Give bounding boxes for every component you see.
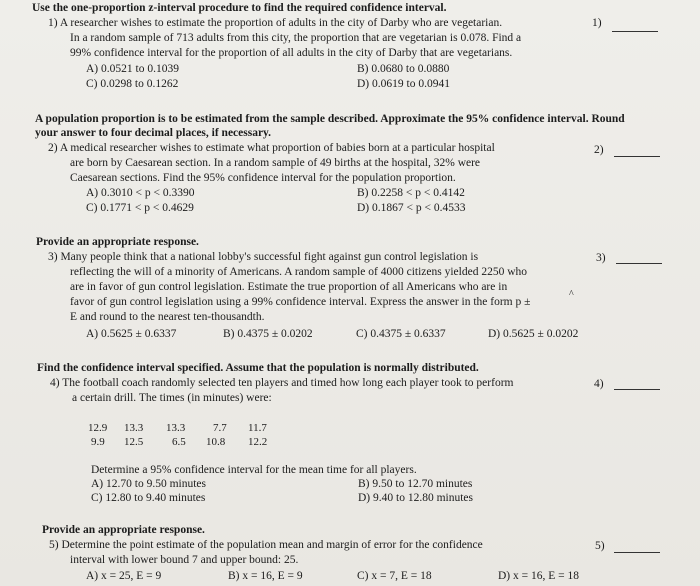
q4-answer-number: 4) [594, 378, 604, 390]
q1-answer-blank[interactable] [612, 31, 658, 32]
q3-answer-number: 3) [596, 252, 606, 264]
q4-answer-blank[interactable] [614, 389, 660, 390]
q1-option-a[interactable]: A) 0.0521 to 0.1039 [86, 63, 179, 75]
q2-answer-blank[interactable] [614, 156, 660, 157]
q3-option-d[interactable]: D) 0.5625 ± 0.0202 [488, 328, 579, 340]
p-hat-accent: ^ [569, 289, 574, 300]
data-cell: 13.3 [124, 422, 144, 434]
q4-line-1: 4) The football coach randomly selected ten players and timed how long each player took to perform [50, 377, 514, 389]
q3-option-c[interactable]: C) 0.4375 ± 0.6337 [356, 328, 446, 340]
q4-prompt: Determine a 95% confidence interval for the mean time for all players. [91, 464, 417, 476]
section-heading-4: Find the confidence interval specified. Assume that the population is normally distributed. [37, 362, 479, 374]
q5-answer-blank[interactable] [614, 552, 660, 553]
q3-line-4: favor of gun control legislation using a 99% confidence interval. Express the answer in the form p ± [70, 296, 531, 308]
q2-option-c[interactable]: C) 0.1771 < p < 0.4629 [86, 202, 194, 214]
q3-line-1: 3) Many people think that a national lobby's successful fight against gun control legislation is [48, 251, 479, 263]
q1-option-d[interactable]: D) 0.0619 to 0.0941 [357, 78, 450, 90]
q1-option-c[interactable]: C) 0.0298 to 0.1262 [86, 78, 179, 90]
q4-option-d[interactable]: D) 9.40 to 12.80 minutes [358, 492, 473, 504]
data-cell: 10.8 [206, 436, 226, 448]
q2-option-d[interactable]: D) 0.1867 < p < 0.4533 [357, 202, 466, 214]
q2-option-b[interactable]: B) 0.2258 < p < 0.4142 [357, 187, 465, 199]
data-cell: 12.5 [124, 436, 144, 448]
section-heading-2-line-2: your answer to four decimal places, if necessary. [35, 127, 272, 139]
section-heading-3: Provide an appropriate response. [36, 236, 199, 248]
q3-line-2: reflecting the will of a minority of Americans. A random sample of 4000 citizens yielded 2250 who [70, 266, 528, 278]
q3-line-3: are in favor of gun control legislation. Estimate the true proportion of all Americans who are in [70, 281, 508, 293]
q5-line-2: interval with lower bound 7 and upper bound: 25. [70, 554, 299, 566]
q5-option-b[interactable]: B) x = 16, E = 9 [228, 570, 303, 582]
q3-option-a[interactable]: A) 0.5625 ± 0.6337 [86, 328, 177, 340]
q2-line-2: are born by Caesarean section. In a random sample of 49 births at the hospital, 32% were [70, 157, 481, 169]
data-cell: 9.9 [91, 436, 105, 448]
q4-option-b[interactable]: B) 9.50 to 12.70 minutes [358, 478, 473, 490]
q1-line-2: In a random sample of 713 adults from this city, the proportion that are vegetarian is 0.078. Find a [70, 32, 522, 44]
data-cell: 6.5 [172, 436, 186, 448]
q3-line-5: E and round to the nearest ten-thousandth. [70, 311, 265, 323]
q5-answer-number: 5) [595, 540, 605, 552]
q4-option-c[interactable]: C) 12.80 to 9.40 minutes [91, 492, 206, 504]
q5-option-a[interactable]: A) x = 25, E = 9 [86, 570, 162, 582]
q5-option-d[interactable]: D) x = 16, E = 18 [498, 570, 580, 582]
section-heading-5: Provide an appropriate response. [42, 524, 205, 536]
q2-line-1: 2) A medical researcher wishes to estimate what proportion of babies born at a particular hospital [48, 142, 495, 154]
q1-line-1: 1) A researcher wishes to estimate the proportion of adults in the city of Darby who are vegetarian. [48, 17, 503, 29]
q3-option-b[interactable]: B) 0.4375 ± 0.0202 [223, 328, 313, 340]
q2-option-a[interactable]: A) 0.3010 < p < 0.3390 [86, 187, 195, 199]
q4-line-2: a certain drill. The times (in minutes) were: [72, 392, 272, 404]
section-heading-1: Use the one-proportion z-interval procedure to find the required confidence interval. [32, 2, 447, 14]
q1-line-3: 99% confidence interval for the proportion of all adults in the city of Darby that are vegetarians. [70, 47, 513, 59]
q5-option-c[interactable]: C) x = 7, E = 18 [357, 570, 432, 582]
data-cell: 12.2 [248, 436, 268, 448]
q4-option-a[interactable]: A) 12.70 to 9.50 minutes [91, 478, 206, 490]
q3-answer-blank[interactable] [616, 263, 662, 264]
q2-line-3: Caesarean sections. Find the 95% confidence interval for the population proportion. [70, 172, 456, 184]
q2-answer-number: 2) [594, 144, 604, 156]
q5-line-1: 5) Determine the point estimate of the population mean and margin of error for the confidence [49, 539, 483, 551]
data-cell: 11.7 [248, 422, 267, 434]
data-cell: 13.3 [166, 422, 186, 434]
data-cell: 7.7 [213, 422, 227, 434]
q1-answer-number: 1) [592, 17, 602, 29]
section-heading-2-line-1: A population proportion is to be estimated from the sample described. Approximate the 95% confidence interval. Round [35, 113, 625, 125]
data-cell: 12.9 [88, 422, 108, 434]
q1-option-b[interactable]: B) 0.0680 to 0.0880 [357, 63, 450, 75]
